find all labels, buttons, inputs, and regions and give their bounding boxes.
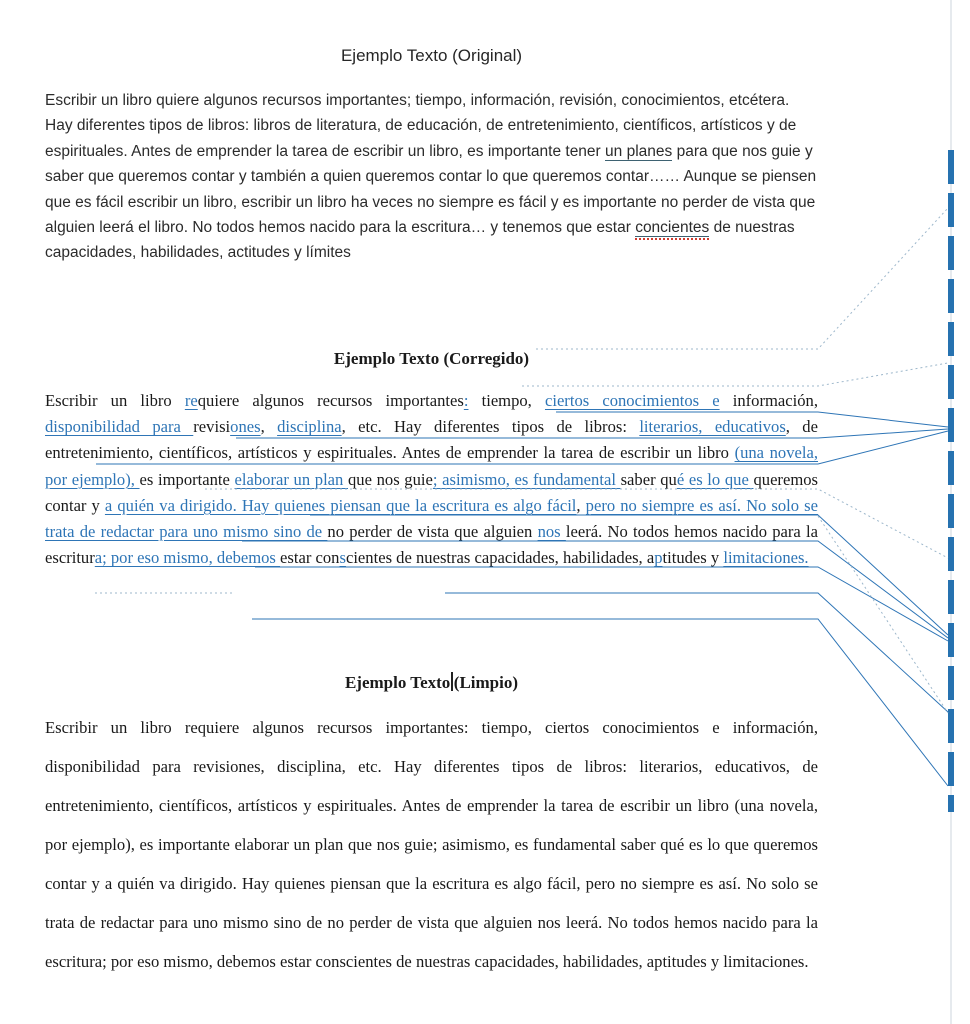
text-segment: saber qu: [620, 469, 677, 489]
inserted-text: (una novela, por ejemplo),: [45, 443, 819, 489]
text-segment: estar con: [280, 548, 340, 568]
text-segment: tiempo,: [468, 391, 545, 410]
text-segment: información,: [719, 391, 818, 410]
inserted-text: ; asimismo, es fundamental: [432, 469, 621, 489]
inserted-text: re: [184, 391, 198, 410]
inserted-text: literarios, educativos: [639, 417, 786, 437]
inserted-text: disponibilidad para: [45, 417, 194, 437]
connector-line: [445, 593, 948, 712]
text-segment: queremos contar y: [45, 469, 818, 515]
text-segment: concientes: [635, 219, 710, 237]
text-segment: Escribir un libro: [45, 391, 185, 410]
text-segment: ,: [260, 417, 278, 437]
inserted-text: ones: [230, 417, 261, 437]
text-segment: para que nos guie y saber que queremos contar y también a quien queremos contar lo que queremos contar…… Aunque se piensen que es fácil escribir un libro, escribir un libro ha veces no siempre es fácil y es importante no perder de vista que alguien leerá el libro. No todos hemos nacido para la escritura… y tenemos que estar: [45, 142, 817, 237]
inserted-text: a quién va dirigido. Hay quienes piensan que la escritura es algo fácil: [104, 495, 577, 515]
text-segment: leerá. No todos hemos nacido para la escritur: [45, 522, 818, 568]
text-segment: revisi: [193, 417, 231, 437]
inserted-text: s: [339, 548, 346, 568]
inserted-text: a; por eso mismo, debemos: [94, 548, 281, 568]
text-segment: titudes y: [662, 548, 724, 568]
title-limpio-right: (Limpio): [453, 673, 519, 692]
inserted-text: pero no siempre es así. No solo se trata de redactar para uno mismo sino de: [45, 495, 818, 542]
connector-line: [255, 567, 948, 641]
text-segment: quiere algunos recursos importantes: [197, 391, 464, 410]
section-title-original: Ejemplo Texto (Original): [340, 46, 523, 65]
text-segment: es importante: [139, 469, 235, 489]
inserted-text: nos: [537, 522, 566, 542]
title-limpio-left: Ejemplo Texto: [344, 673, 451, 692]
text-segment: , etc. Hay diferentes tipos de libros:: [341, 417, 640, 437]
text-segment: ,: [576, 495, 586, 515]
section-title-corregido: Ejemplo Texto (Corregido): [333, 349, 530, 368]
paragraph-corregido: [45, 388, 818, 571]
text-segment: que nos guie: [348, 469, 433, 489]
inserted-text: :: [463, 391, 469, 410]
text-segment: no perder de vista que alguien: [327, 522, 538, 542]
inserted-text: p: [654, 548, 663, 568]
inserted-text: limitaciones.: [723, 548, 809, 568]
paragraph-original: [45, 88, 818, 266]
text-segment: , de entretenimiento, científicos, artísticos y espirituales. Antes de emprender la tarea de escribir un libro: [45, 417, 818, 463]
inserted-text: ciertos conocimientos e: [544, 391, 720, 410]
text-segment: Escribir un libro quiere algunos recursos importantes; tiempo, información, revisión, conocimientos, etcétera. Hay diferentes tipos de libros: libros de literatura, de educación, de entretenimiento, científicos, artísticos y de espirituales. Antes de emprender la tarea de escribir un libro, es importante tener: [45, 92, 797, 160]
text-segment: cientes de nuestras capacidades, habilidades, a: [345, 548, 655, 568]
section-title-limpio: [45, 672, 818, 693]
connector-line: [818, 516, 948, 713]
inserted-text: é es lo que: [676, 469, 754, 489]
paragraph-limpio: Escribir un libro requiere algunos recursos importantes: tiempo, ciertos conocimientos e información, disponibilidad para revisiones, disciplina, etc. Hay diferentes tipos de libros: literarios, educativos, de entretenimiento, científicos, artísticos y espirituales. Antes de emprender la tarea de escribir un libro (una novela, por ejemplo), es importante elaborar un plan que nos guie; asimismo, es fundamental saber qué es lo que queremos contar y a quién va dirigido. Hay quienes piensan que la escritura es algo fácil, pero no siempre es así. No solo se trata de redactar para uno mismo sino de no perder de vista que alguien nos leerá. No todos hemos nacido para la escritura; por eso mismo, debemos estar conscientes de nuestras capacidades, habilidades, aptitudes y limitaciones.: [45, 718, 818, 971]
text-segment: de nuestras capacidades, habilidades, actitudes y límites: [45, 219, 795, 262]
text-cursor[interactable]: [451, 672, 453, 691]
inserted-text: disciplina: [277, 417, 342, 437]
inserted-text: elaborar un plan: [234, 469, 348, 489]
text-segment: un planes: [605, 142, 673, 160]
